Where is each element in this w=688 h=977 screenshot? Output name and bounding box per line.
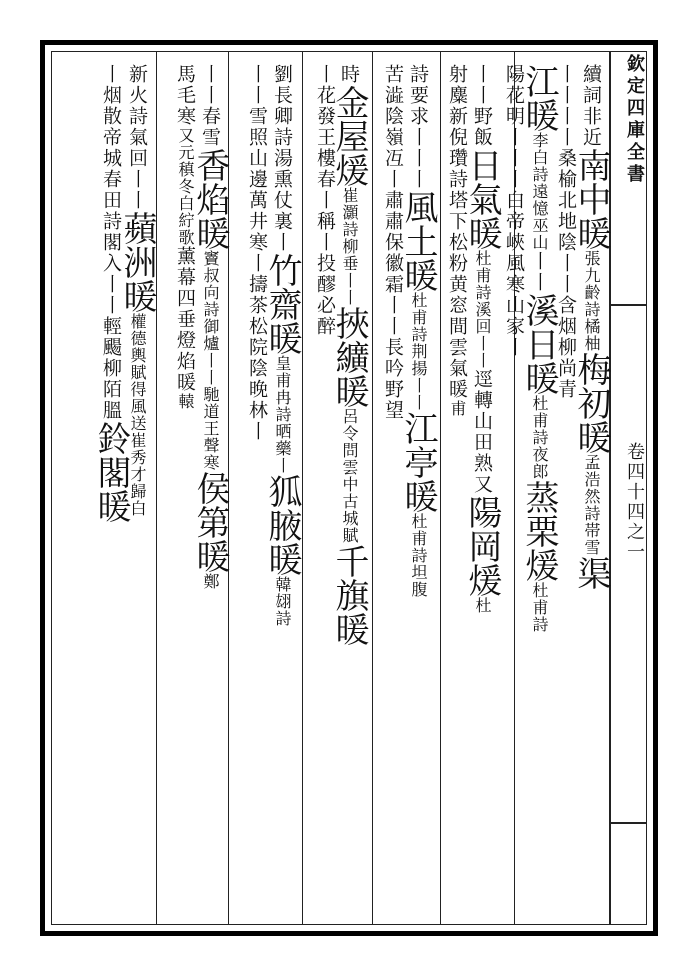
quotation-text: 薰幕四垂燈焰暖	[174, 246, 196, 393]
text-column	[311, 64, 338, 937]
entry-heading: 梅初暖	[571, 352, 611, 454]
entry-heading: 溪日暖	[519, 293, 559, 395]
entry-heading: 江暖	[519, 64, 559, 132]
entry-heading: 千旗暖	[329, 544, 369, 646]
column-rule	[440, 52, 441, 924]
quotation-text: 劉長卿詩湯熏仗裏丨	[271, 64, 293, 253]
text-column	[571, 64, 611, 937]
quotation-text: 晚林丨	[246, 379, 268, 442]
citation-note: 權德輿賦得風送崔秀才歸白	[128, 313, 147, 517]
citation-note: 杜甫詩溪回丨丨	[473, 250, 492, 369]
fish-tail-mark-top	[611, 304, 647, 306]
column-rule	[156, 52, 157, 924]
quotation-text: 丨花發王樓春	[314, 64, 336, 190]
book-title: 欽定四庫全書	[624, 54, 645, 186]
citation-note: 鄭	[201, 573, 220, 590]
quotation-text: 陽花明丨丨	[503, 64, 525, 169]
text-column	[262, 64, 302, 937]
entry-heading: 渠	[571, 556, 611, 590]
citation-note: 李白詩遠憶巫山	[530, 132, 549, 251]
entry-heading: 南中暖	[571, 148, 611, 250]
quotation-text: 丨白帝峽風寒	[503, 169, 525, 295]
citation-note: 杜	[473, 597, 492, 614]
entry-heading: 香焰暖	[190, 148, 230, 250]
volume-label: 卷四十四之一	[624, 442, 645, 562]
entry-heading: 日氣暖	[462, 148, 502, 250]
entry-heading: 挾纊暖	[329, 306, 369, 408]
entry-heading: 侯第暖	[190, 471, 230, 573]
entry-heading: 竹齋暖	[262, 253, 302, 355]
citation-note: 皇甫冉詩晒藥丨	[273, 355, 292, 474]
text-column	[443, 64, 471, 937]
text-column	[500, 64, 527, 937]
column-rule	[302, 52, 303, 924]
quotation-text: 續詞非近	[580, 64, 602, 148]
quotation-text: 丨丨	[528, 251, 550, 293]
citation-note: 杜甫詩夜郎	[530, 395, 549, 480]
text-column	[190, 64, 230, 937]
text-column	[462, 64, 502, 937]
quotation-text: 時	[338, 64, 360, 85]
quotation-text: 倪瓚詩塔下松粉黄	[446, 127, 468, 295]
quotation-text: 山家丨	[503, 295, 525, 358]
quotation-text: 新火詩氣回丨丨	[126, 64, 148, 211]
entry-heading: 鈴閣暖	[91, 421, 131, 523]
citation-note: 杜甫詩	[530, 582, 549, 633]
citation-note: 張九齡詩橘柚	[582, 250, 601, 352]
text-column	[243, 64, 270, 937]
text-column	[329, 64, 369, 937]
quotation-text: 丨稱丨投醪必醉	[314, 190, 336, 337]
quotation-text: 丨烟散帝城春	[100, 64, 122, 190]
quotation-text: 逕轉山田熟又	[471, 369, 493, 495]
quotation-text: 丨肅肅保徽霜	[382, 169, 404, 295]
quotation-text: 丨擣茶松院陰	[246, 253, 268, 379]
citation-note: 甫	[448, 400, 467, 417]
text-column	[91, 64, 131, 937]
entry-heading: 狐腋暖	[262, 474, 302, 576]
citation-note: 又元稹冬白紵歌	[176, 127, 195, 246]
quotation-text: 丨丨春雪	[199, 64, 221, 148]
entry-heading: 蘋洲暖	[117, 211, 157, 313]
quotation-text: 丨丨野飯	[471, 64, 493, 148]
citation-note: 轅	[176, 393, 195, 410]
text-column	[519, 64, 559, 937]
quotation-text: 射麋新	[446, 64, 468, 127]
entry-heading: 陽岡煖	[462, 495, 502, 597]
citation-note: 孟浩然詩帯雪	[582, 454, 601, 556]
citation-note: 杜甫詩坦腹	[409, 513, 428, 598]
text-column	[379, 64, 406, 937]
entry-heading: 金屋煖	[329, 85, 369, 187]
quotation-text: 田詩閣入丨丨輕颺柳陌膃	[100, 190, 122, 421]
quotation-text: 丨丨	[555, 64, 577, 106]
text-column	[398, 64, 438, 937]
column-rule	[372, 52, 373, 924]
entry-heading: 江亭暖	[398, 411, 438, 513]
entry-heading: 蒸栗煖	[519, 480, 559, 582]
citation-note: 崔灝詩柳垂丨丨	[340, 187, 359, 306]
text-column	[171, 64, 199, 937]
fish-tail-mark-bottom	[611, 822, 647, 824]
book-margin	[609, 52, 647, 924]
quotation-text: 詩要求丨丨丨	[407, 64, 429, 190]
citation-note: 竇叔向詩御爐丨丨馳道王聲寒	[201, 250, 220, 471]
quotation-text: 馬毛寒	[174, 64, 196, 127]
quotation-text: 丨丨含烟柳尚青	[555, 253, 577, 400]
entry-heading: 風土暖	[398, 190, 438, 292]
citation-note: 韓翃詩	[273, 576, 292, 627]
quotation-text: 丨丨雪照山邊萬井寒	[246, 64, 268, 253]
quotation-text: 苦澁陰嶺冱	[382, 64, 404, 169]
citation-note: 杜甫詩荆揚丨丨	[409, 292, 428, 411]
quotation-text: 丨丨桑榆北地陰	[555, 106, 577, 253]
quotation-text: 丨丨長吟野望	[382, 295, 404, 421]
quotation-text: 窓間雲氣暖	[446, 295, 468, 400]
citation-note: 呂令問雲中古城賦	[340, 408, 359, 544]
